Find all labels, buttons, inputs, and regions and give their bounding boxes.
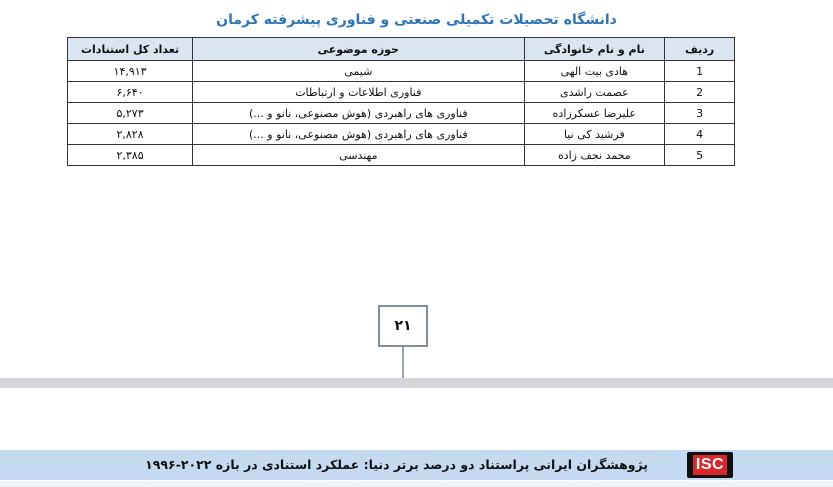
cell-name: محمد نجف زاده <box>524 145 665 166</box>
table-row <box>68 82 735 103</box>
cell-citations: ۵,۲۷۳ <box>68 103 193 124</box>
cell-field: فناوری اطلاعات و ارتباطات <box>193 82 524 103</box>
cell-rank: 3 <box>665 103 735 124</box>
cell-field: فناوری های راهبردی (هوش مصنوعی، نانو و ...) <box>193 103 524 124</box>
footer-bottom-strip <box>0 481 833 487</box>
header-field: حوزه موضوعی <box>193 38 524 61</box>
cell-field: فناوری های راهبردی (هوش مصنوعی، نانو و ...) <box>193 124 524 145</box>
cell-rank: 2 <box>665 82 735 103</box>
page-number: ۲۱ <box>394 318 412 334</box>
divider-bar <box>0 378 833 388</box>
cell-name: فرشید کی نیا <box>524 124 665 145</box>
header-name: نام و نام خانوادگی <box>524 38 665 61</box>
page-title: دانشگاه تحصیلات تکمیلی صنعتی و فناوری پیشرفته کرمان <box>216 12 617 28</box>
page-number-connector <box>402 347 404 378</box>
cell-name: عصمت راشدی <box>524 82 665 103</box>
isc-logo-text: ISC <box>693 455 727 475</box>
cell-rank: 5 <box>665 145 735 166</box>
cell-citations: ۶,۶۴۰ <box>68 82 193 103</box>
header-citations: تعداد کل استنادات <box>68 38 193 61</box>
cell-citations: ۱۴,۹۱۳ <box>68 61 193 82</box>
page-number-box <box>378 305 428 347</box>
footer-title: پژوهشگران ایرانی پراستناد دو درصد برتر دنیا: عملکرد استنادی در بازه ۲۰۲۲-۱۹۹۶ <box>145 457 648 472</box>
cell-rank: 4 <box>665 124 735 145</box>
cell-citations: ۲,۸۲۸ <box>68 124 193 145</box>
cell-rank: 1 <box>665 61 735 82</box>
isc-logo <box>687 452 733 478</box>
table-row <box>68 145 735 166</box>
table-row <box>68 61 735 82</box>
cell-citations: ۲,۳۸۵ <box>68 145 193 166</box>
header-rank: ردیف <box>665 38 735 61</box>
cell-field: شیمی <box>193 61 524 82</box>
cell-field: مهندسی <box>193 145 524 166</box>
table-header-row <box>68 38 735 61</box>
cell-name: علیرضا عسکرزاده <box>524 103 665 124</box>
cell-name: هادی بیت الهی <box>524 61 665 82</box>
table-row <box>68 124 735 145</box>
researchers-table <box>67 37 735 166</box>
table-row <box>68 103 735 124</box>
